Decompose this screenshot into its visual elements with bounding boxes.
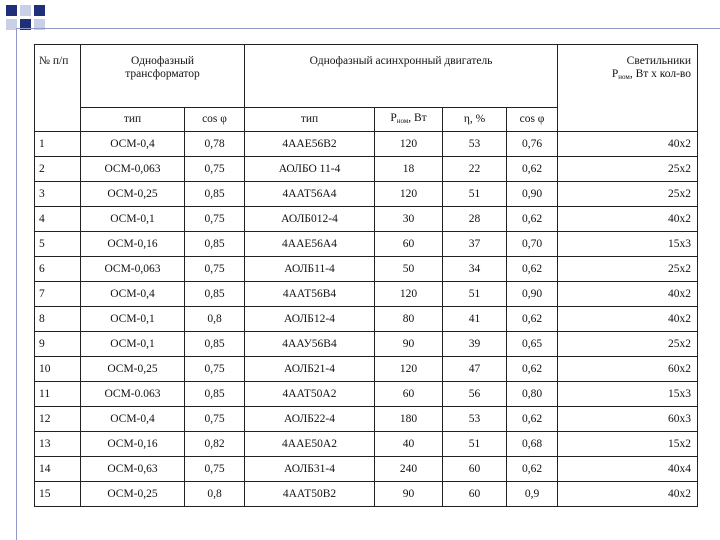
motor-power-cell: 90 [375,482,443,507]
motor-type-cell: 4ААТ50В2 [245,482,375,507]
table-row [35,207,698,232]
motor-type-cell: 4ААТ56В4 [245,282,375,307]
subheader-type-tr [81,108,185,132]
motor-cos-cell: 0,90 [507,282,558,307]
transformer-cos-cell: 0,85 [185,282,245,307]
subheader-eta-text: η, % [463,113,486,125]
header-transformer-line1: Однофазный [130,55,195,67]
motor-efficiency-cell: 22 [443,157,507,182]
motor-power-cell: 40 [375,432,443,457]
motor-efficiency-cell: 56 [443,382,507,407]
table-row [35,182,698,207]
transformer-type-cell: ОСМ-0,4 [81,282,185,307]
table-row [35,407,698,432]
header-transformer [81,45,245,108]
transformer-cos-cell: 0,75 [185,457,245,482]
lamps-power-count-cell: 25х2 [558,157,698,182]
motor-type-cell: 4ААТ56А4 [245,182,375,207]
subheader-power-sub: ном [396,116,409,125]
row-number-cell: 11 [35,382,81,407]
row-number-cell: 12 [35,407,81,432]
transformer-type-cell: ОСМ-0,4 [81,407,185,432]
motor-efficiency-cell: 60 [443,457,507,482]
motor-type-cell: 4ААУ56В4 [245,332,375,357]
transformer-type-cell: ОСМ-0,63 [81,457,185,482]
motor-efficiency-cell: 28 [443,207,507,232]
transformer-type-cell: ОСМ-0,063 [81,257,185,282]
row-number-cell: 2 [35,157,81,182]
row-number-cell: 5 [35,232,81,257]
lamps-power-count-cell: 40х2 [558,307,698,332]
motor-power-cell: 60 [375,382,443,407]
row-number-cell: 13 [35,432,81,457]
subheader-eta [443,108,507,132]
motor-efficiency-cell: 41 [443,307,507,332]
transformer-type-cell: ОСМ-0,25 [81,357,185,382]
table-row [35,157,698,182]
transformer-type-cell: ОСМ-0,1 [81,332,185,357]
transformer-type-cell: ОСМ-0.063 [81,382,185,407]
motor-power-cell: 90 [375,332,443,357]
lamps-power-count-cell: 25х2 [558,182,698,207]
row-number-cell: 7 [35,282,81,307]
motor-type-cell: 4ААЕ56В2 [245,132,375,157]
header-lamps-sub: ном [618,73,630,81]
slide-corner-decoration [0,0,60,40]
row-number-cell: 10 [35,357,81,382]
header-transformer-line2: трансформатор [125,68,200,80]
lamps-power-count-cell: 40х2 [558,282,698,307]
header-num [35,45,81,132]
motor-power-cell: 120 [375,132,443,157]
transformer-cos-cell: 0,75 [185,357,245,382]
motor-type-cell: 4ААЕ50А2 [245,432,375,457]
header-lamps-line1: Светильники [626,55,692,67]
header-lamps-rest: , Вт x кол-во [629,68,692,80]
motor-efficiency-cell: 53 [443,132,507,157]
subheader-power-unit: , Вт [408,111,427,124]
header-lamps [558,45,698,132]
motor-efficiency-cell: 47 [443,357,507,382]
lamps-power-count-cell: 40х4 [558,457,698,482]
motor-cos-cell: 0,76 [507,132,558,157]
motor-cos-cell: 0,62 [507,157,558,182]
header-num-text: № п/п [39,55,69,67]
decor-horizontal-line [16,28,720,29]
header-motor [245,45,558,108]
transformer-type-cell: ОСМ-0,25 [81,182,185,207]
transformer-cos-cell: 0,85 [185,382,245,407]
lamps-power-count-cell: 40х2 [558,482,698,507]
motor-type-cell: АОЛБ11-4 [245,257,375,282]
subheader-cos-motor [507,108,558,132]
motor-power-cell: 180 [375,407,443,432]
motor-type-cell: АОЛБ31-4 [245,457,375,482]
row-number-cell: 3 [35,182,81,207]
transformer-cos-cell: 0,85 [185,332,245,357]
motor-power-cell: 240 [375,457,443,482]
subheader-type-motor-text: тип [300,113,319,125]
row-number-cell: 8 [35,307,81,332]
motor-cos-cell: 0,62 [507,307,558,332]
table-row [35,257,698,282]
motor-type-cell: АОЛБ21-4 [245,357,375,382]
motor-power-cell: 30 [375,207,443,232]
transformer-cos-cell: 0,82 [185,432,245,457]
motor-efficiency-cell: 34 [443,257,507,282]
motor-efficiency-cell: 60 [443,482,507,507]
motor-efficiency-cell: 51 [443,432,507,457]
transformer-cos-cell: 0,75 [185,207,245,232]
table-row [35,232,698,257]
motor-cos-cell: 0,62 [507,207,558,232]
subheader-cos-tr-text: cos φ [202,113,227,125]
motor-type-cell: АОЛБ012-4 [245,207,375,232]
lamps-power-count-cell: 15х3 [558,382,698,407]
lamps-power-count-cell: 25х2 [558,257,698,282]
transformer-type-cell: ОСМ-0,16 [81,232,185,257]
motor-power-cell: 50 [375,257,443,282]
transformer-cos-cell: 0,8 [185,482,245,507]
transformer-cos-cell: 0,78 [185,132,245,157]
table-row [35,482,698,507]
lamps-power-count-cell: 15х2 [558,432,698,457]
table-row [35,357,698,382]
motor-cos-cell: 0,62 [507,407,558,432]
motor-cos-cell: 0,65 [507,332,558,357]
motor-efficiency-cell: 39 [443,332,507,357]
transformer-type-cell: ОСМ-0,25 [81,482,185,507]
motor-efficiency-cell: 37 [443,232,507,257]
motor-efficiency-cell: 53 [443,407,507,432]
motor-cos-cell: 0,62 [507,257,558,282]
lamps-power-count-cell: 40х2 [558,132,698,157]
motor-power-cell: 120 [375,182,443,207]
transformer-type-cell: ОСМ-0,063 [81,157,185,182]
transformer-type-cell: ОСМ-0,1 [81,207,185,232]
decor-vertical-line [16,28,17,540]
motor-efficiency-cell: 51 [443,282,507,307]
motor-power-cell: 120 [375,282,443,307]
motor-type-cell: 4ААЕ56А4 [245,232,375,257]
motor-power-cell: 80 [375,307,443,332]
motor-cos-cell: 0,80 [507,382,558,407]
header-lamps-p: P [611,68,619,80]
decor-square [34,5,45,16]
subheader-type-motor [245,108,375,132]
decor-square [6,5,17,16]
motor-power-cell: 120 [375,357,443,382]
subheader-power [375,108,443,132]
transformer-cos-cell: 0,75 [185,407,245,432]
subheader-power-p: P [390,111,397,124]
motor-cos-cell: 0,90 [507,182,558,207]
motor-type-cell: АОЛБО 11-4 [245,157,375,182]
table-row [35,382,698,407]
motor-power-cell: 18 [375,157,443,182]
table-row [35,132,698,157]
data-table [34,44,698,507]
table-row [35,332,698,357]
lamps-power-count-cell: 15х3 [558,232,698,257]
row-number-cell: 9 [35,332,81,357]
transformer-type-cell: ОСМ-0,4 [81,132,185,157]
transformer-cos-cell: 0,75 [185,257,245,282]
lamps-power-count-cell: 60х2 [558,357,698,382]
transformer-type-cell: ОСМ-0,16 [81,432,185,457]
motor-cos-cell: 0,62 [507,357,558,382]
header-motor-text: Однофазный асинхронный двигатель [309,55,493,67]
row-number-cell: 6 [35,257,81,282]
row-number-cell: 4 [35,207,81,232]
subheader-cos-tr [185,108,245,132]
transformer-cos-cell: 0,8 [185,307,245,332]
motor-cos-cell: 0,9 [507,482,558,507]
motor-cos-cell: 0,68 [507,432,558,457]
subheader-cos-motor-text: cos φ [519,113,545,125]
motor-type-cell: АОЛБ12-4 [245,307,375,332]
motor-type-cell: АОЛБ22-4 [245,407,375,432]
subheader-type-tr-text: тип [123,113,142,125]
lamps-power-count-cell: 40х2 [558,207,698,232]
motor-type-cell: 4ААТ50А2 [245,382,375,407]
lamps-power-count-cell: 25х2 [558,332,698,357]
transformer-cos-cell: 0,85 [185,182,245,207]
table-row [35,457,698,482]
header-row-1 [35,45,698,108]
table-row [35,307,698,332]
motor-power-cell: 60 [375,232,443,257]
motor-cos-cell: 0,62 [507,457,558,482]
transformer-cos-cell: 0,75 [185,157,245,182]
row-number-cell: 15 [35,482,81,507]
transformer-type-cell: ОСМ-0,1 [81,307,185,332]
transformer-cos-cell: 0,85 [185,232,245,257]
motor-cos-cell: 0,70 [507,232,558,257]
row-number-cell: 1 [35,132,81,157]
table-row [35,432,698,457]
row-number-cell: 14 [35,457,81,482]
decor-square [20,5,31,16]
table-row [35,282,698,307]
lamps-power-count-cell: 60х3 [558,407,698,432]
motor-efficiency-cell: 51 [443,182,507,207]
